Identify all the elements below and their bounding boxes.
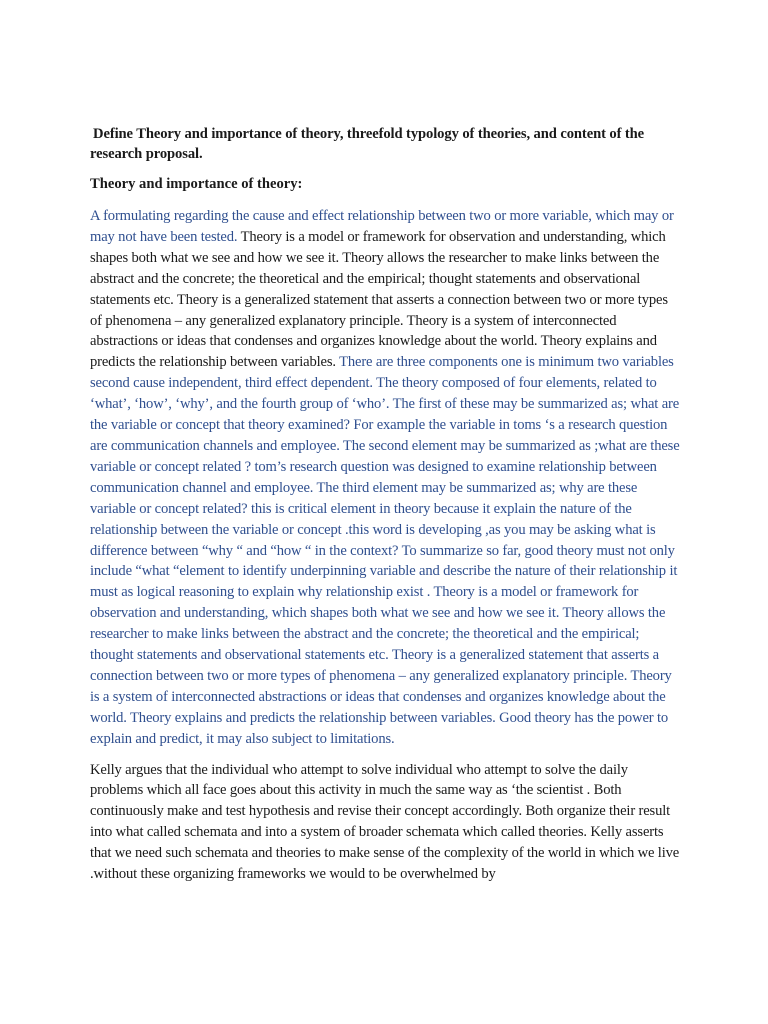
document-content [90,124,680,895]
paragraph-theory-definition: A formulating regarding the cause and effect relationship between two or more variable, which may or may not have been tested. [90,208,674,245]
paragraph-theory [90,206,680,750]
paragraph-kelly: Kelly argues that the individual who attempt to solve individual who attempt to solve the daily problems which all face goes about this activity in much the same way as ‘the scientist . Both continuously make and test hypothesis and revise their concept accordingly. Both organize their result into what called schemata and into a system of broader schemata which called theories. Kelly asserts that we need such schemata and theories to make sense of the complexity of the world in which we live .without these organizing frameworks we would to be overwhelmed by [90,761,680,883]
paragraph-theory-elements: There are three components one is minimum two variables second cause independent, third effect dependent. The theory composed of four elements, related to ‘what’, ‘how’, ‘why’, and the fourth group of ‘who’. The first of these may be summarized as; what are the variable or concept that theory examined? For example the variable in toms ‘s a research question are communication channels and employee. The second element may be summarized as ;what are these variable or concept related ? tom’s research question was designed to examine relationship between communication channel and employee. The third element may be summarized as; why are these variable or concept related? this is critical element in theory because it explain the nature of the relationship between the variable or concept .this word is developing ,as you may be asking what is difference between “why “ and “how “ in the context? To summarize so far, good theory must not only include “what “element to identify underpinning variable and describe the nature of their relationship it must as logical reasoning to explain why relationship exist . Theory is a model or framework for observation and understanding, which shapes both what we see and how we see it. Theory allows the researcher to make links between the abstract and the concrete; the theoretical and the empirical; thought statements and observational statements etc. Theory is a generalized statement that asserts a connection between two or more types of phenomena – any generalized explanatory principle. Theory is a system of interconnected abstractions or ideas that condenses and organizes knowledge about the world. Theory explains and predicts the relationship between variables. Good theory has the power to explain and predict, it may also subject to limitations. [90,354,680,747]
document-heading [90,124,680,164]
heading-text: Define Theory and importance of theory, threefold typology of theories, and content of the research proposal. [90,126,645,162]
paragraph-theory-body: Theory is a model or framework for observation and understanding, which shapes both what we see and how we see it. Theory allows the researcher to make links between the abstract and the concrete; the theoretical and the empirical; thought statements and observational statements etc. Theory is a generalized statement that asserts a connection between two or more types of phenomena – any generalized explanatory principle. Theory is a system of interconnected abstractions or ideas that condenses and organizes knowledge about the world. Theory explains and predicts the relationship between variables. [90,228,668,371]
section-subheading: Theory and importance of theory: [90,176,303,192]
